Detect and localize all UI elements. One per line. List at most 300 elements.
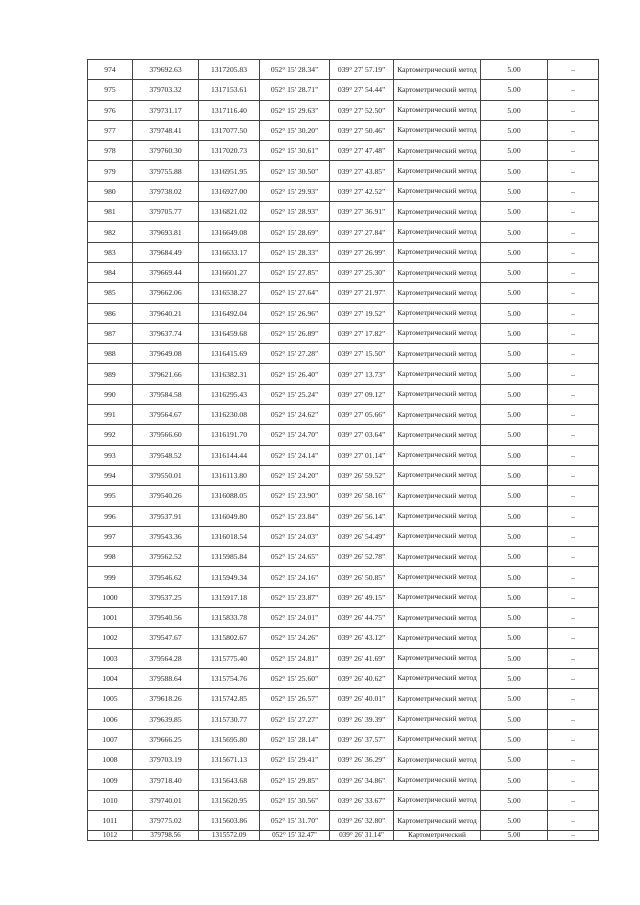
method-cell: Картометрический метод	[394, 526, 481, 546]
method-cell: Картометрический метод	[394, 161, 481, 181]
method-cell: Картометрический метод	[394, 608, 481, 628]
x-coordinate-cell: 379564.67	[133, 405, 199, 425]
latitude-cell: 052° 15' 29.93"	[260, 181, 330, 201]
table-row	[88, 628, 599, 648]
x-coordinate-cell: 379693.81	[133, 222, 199, 242]
x-coordinate-cell: 379548.52	[133, 445, 199, 465]
x-coordinate-cell: 379546.62	[133, 567, 199, 587]
method-cell: Картометрический метод	[394, 283, 481, 303]
latitude-cell: 052° 15' 30.50"	[260, 161, 330, 181]
table-row	[88, 831, 599, 841]
note-cell: –	[548, 587, 599, 607]
x-coordinate-cell: 379798.56	[133, 831, 199, 841]
accuracy-cell: 5.00	[481, 526, 548, 546]
method-cell: Картометрический метод	[394, 465, 481, 485]
note-cell: –	[548, 709, 599, 729]
note-cell: –	[548, 689, 599, 709]
y-coordinate-cell: 1315572.09	[199, 831, 260, 841]
table-row	[88, 668, 599, 688]
accuracy-cell: 5.00	[481, 242, 548, 262]
y-coordinate-cell: 1316415.69	[199, 344, 260, 364]
table-row	[88, 283, 599, 303]
note-cell: –	[548, 364, 599, 384]
accuracy-cell: 5.00	[481, 100, 548, 120]
table-row	[88, 323, 599, 343]
latitude-cell: 052° 15' 24.26"	[260, 628, 330, 648]
y-coordinate-cell: 1316049.80	[199, 506, 260, 526]
accuracy-cell: 5.00	[481, 80, 548, 100]
x-coordinate-cell: 379562.52	[133, 547, 199, 567]
accuracy-cell: 5.00	[481, 60, 548, 80]
x-coordinate-cell: 379637.74	[133, 323, 199, 343]
x-coordinate-cell: 379731.17	[133, 100, 199, 120]
accuracy-cell: 5.00	[481, 750, 548, 770]
accuracy-cell: 5.00	[481, 648, 548, 668]
longitude-cell: 039° 27' 36.91"	[330, 202, 394, 222]
longitude-cell: 039° 27' 13.73"	[330, 364, 394, 384]
latitude-cell: 052° 15' 29.85"	[260, 770, 330, 790]
accuracy-cell: 5.00	[481, 425, 548, 445]
x-coordinate-cell: 379666.25	[133, 729, 199, 749]
accuracy-cell: 5.00	[481, 668, 548, 688]
accuracy-cell: 5.00	[481, 506, 548, 526]
note-cell: –	[548, 344, 599, 364]
longitude-cell: 039° 26' 40.01"	[330, 689, 394, 709]
longitude-cell: 039° 26' 50.85"	[330, 567, 394, 587]
y-coordinate-cell: 1316492.04	[199, 303, 260, 323]
point-number-cell: 1002	[88, 628, 133, 648]
longitude-cell: 039° 26' 59.52"	[330, 465, 394, 485]
accuracy-cell: 5.00	[481, 790, 548, 810]
accuracy-cell: 5.00	[481, 222, 548, 242]
x-coordinate-cell: 379740.01	[133, 790, 199, 810]
longitude-cell: 039° 26' 37.57"	[330, 729, 394, 749]
point-number-cell: 991	[88, 405, 133, 425]
method-cell: Картометрический метод	[394, 709, 481, 729]
point-number-cell: 989	[88, 364, 133, 384]
method-cell: Картометрический метод	[394, 405, 481, 425]
note-cell: –	[548, 425, 599, 445]
latitude-cell: 052° 15' 28.93"	[260, 202, 330, 222]
point-number-cell: 984	[88, 262, 133, 282]
accuracy-cell: 5.00	[481, 567, 548, 587]
method-cell: Картометрический метод	[394, 567, 481, 587]
latitude-cell: 052° 15' 24.62"	[260, 405, 330, 425]
point-number-cell: 1007	[88, 729, 133, 749]
method-cell: Картометрический метод	[394, 750, 481, 770]
table-row	[88, 242, 599, 262]
method-cell: Картометрический метод	[394, 770, 481, 790]
x-coordinate-cell: 379703.19	[133, 750, 199, 770]
method-cell: Картометрический метод	[394, 364, 481, 384]
note-cell: –	[548, 100, 599, 120]
latitude-cell: 052° 15' 30.20"	[260, 120, 330, 140]
y-coordinate-cell: 1316144.44	[199, 445, 260, 465]
table-row	[88, 344, 599, 364]
table-row	[88, 648, 599, 668]
method-cell: Картометрический метод	[394, 323, 481, 343]
table-row	[88, 222, 599, 242]
method-cell: Картометрический	[394, 831, 481, 841]
table-row	[88, 161, 599, 181]
accuracy-cell: 5.00	[481, 689, 548, 709]
table-row	[88, 60, 599, 80]
point-number-cell: 977	[88, 120, 133, 140]
accuracy-cell: 5.00	[481, 709, 548, 729]
coordinates-table-body	[88, 60, 599, 841]
point-number-cell: 1000	[88, 587, 133, 607]
method-cell: Картометрический метод	[394, 729, 481, 749]
method-cell: Картометрический метод	[394, 547, 481, 567]
table-row	[88, 729, 599, 749]
x-coordinate-cell: 379566.60	[133, 425, 199, 445]
table-row	[88, 425, 599, 445]
note-cell: –	[548, 465, 599, 485]
point-number-cell: 982	[88, 222, 133, 242]
method-cell: Картометрический метод	[394, 506, 481, 526]
x-coordinate-cell: 379705.77	[133, 202, 199, 222]
method-cell: Картометрический метод	[394, 120, 481, 140]
accuracy-cell: 5.00	[481, 547, 548, 567]
latitude-cell: 052° 15' 32.47"	[260, 831, 330, 841]
point-number-cell: 988	[88, 344, 133, 364]
method-cell: Картометрический метод	[394, 384, 481, 404]
note-cell: –	[548, 790, 599, 810]
method-cell: Картометрический метод	[394, 344, 481, 364]
table-row	[88, 141, 599, 161]
longitude-cell: 039° 27' 21.97"	[330, 283, 394, 303]
y-coordinate-cell: 1316382.31	[199, 364, 260, 384]
x-coordinate-cell: 379775.02	[133, 810, 199, 830]
method-cell: Картометрический метод	[394, 668, 481, 688]
note-cell: –	[548, 648, 599, 668]
latitude-cell: 052° 15' 24.01"	[260, 608, 330, 628]
y-coordinate-cell: 1315742.85	[199, 689, 260, 709]
point-number-cell: 1001	[88, 608, 133, 628]
x-coordinate-cell: 379621.66	[133, 364, 199, 384]
note-cell: –	[548, 80, 599, 100]
table-row	[88, 770, 599, 790]
y-coordinate-cell: 1317020.73	[199, 141, 260, 161]
accuracy-cell: 5.00	[481, 141, 548, 161]
y-coordinate-cell: 1316018.54	[199, 526, 260, 546]
x-coordinate-cell: 379588.64	[133, 668, 199, 688]
point-number-cell: 996	[88, 506, 133, 526]
latitude-cell: 052° 15' 28.34"	[260, 60, 330, 80]
point-number-cell: 974	[88, 60, 133, 80]
longitude-cell: 039° 27' 52.50"	[330, 100, 394, 120]
x-coordinate-cell: 379540.26	[133, 486, 199, 506]
latitude-cell: 052° 15' 24.16"	[260, 567, 330, 587]
note-cell: –	[548, 283, 599, 303]
longitude-cell: 039° 26' 41.69"	[330, 648, 394, 668]
y-coordinate-cell: 1315643.68	[199, 770, 260, 790]
method-cell: Картометрический метод	[394, 445, 481, 465]
accuracy-cell: 5.00	[481, 770, 548, 790]
latitude-cell: 052° 15' 28.33"	[260, 242, 330, 262]
latitude-cell: 052° 15' 26.96"	[260, 303, 330, 323]
longitude-cell: 039° 26' 39.39"	[330, 709, 394, 729]
longitude-cell: 039° 27' 27.84"	[330, 222, 394, 242]
point-number-cell: 985	[88, 283, 133, 303]
method-cell: Картометрический метод	[394, 181, 481, 201]
y-coordinate-cell: 1315949.34	[199, 567, 260, 587]
note-cell: –	[548, 608, 599, 628]
method-cell: Картометрический метод	[394, 100, 481, 120]
longitude-cell: 039° 26' 34.86"	[330, 770, 394, 790]
longitude-cell: 039° 27' 57.19"	[330, 60, 394, 80]
point-number-cell: 986	[88, 303, 133, 323]
point-number-cell: 981	[88, 202, 133, 222]
method-cell: Картометрический метод	[394, 689, 481, 709]
y-coordinate-cell: 1316459.68	[199, 323, 260, 343]
table-row	[88, 810, 599, 830]
method-cell: Картометрический метод	[394, 810, 481, 830]
longitude-cell: 039° 27' 17.82"	[330, 323, 394, 343]
longitude-cell: 039° 26' 40.62"	[330, 668, 394, 688]
x-coordinate-cell: 379718.40	[133, 770, 199, 790]
point-number-cell: 1005	[88, 689, 133, 709]
y-coordinate-cell: 1316821.02	[199, 202, 260, 222]
table-row	[88, 567, 599, 587]
method-cell: Картометрический метод	[394, 60, 481, 80]
y-coordinate-cell: 1316113.80	[199, 465, 260, 485]
table-row	[88, 608, 599, 628]
accuracy-cell: 5.00	[481, 445, 548, 465]
y-coordinate-cell: 1316633.17	[199, 242, 260, 262]
latitude-cell: 052° 15' 29.41"	[260, 750, 330, 770]
point-number-cell: 1003	[88, 648, 133, 668]
y-coordinate-cell: 1315833.78	[199, 608, 260, 628]
note-cell: –	[548, 262, 599, 282]
table-row	[88, 506, 599, 526]
accuracy-cell: 5.00	[481, 181, 548, 201]
y-coordinate-cell: 1315603.86	[199, 810, 260, 830]
accuracy-cell: 5.00	[481, 628, 548, 648]
table-row	[88, 120, 599, 140]
note-cell: –	[548, 405, 599, 425]
x-coordinate-cell: 379537.91	[133, 506, 199, 526]
point-number-cell: 987	[88, 323, 133, 343]
note-cell: –	[548, 567, 599, 587]
latitude-cell: 052° 15' 26.89"	[260, 323, 330, 343]
accuracy-cell: 5.00	[481, 303, 548, 323]
accuracy-cell: 5.00	[481, 202, 548, 222]
note-cell: –	[548, 181, 599, 201]
latitude-cell: 052° 15' 27.28"	[260, 344, 330, 364]
y-coordinate-cell: 1315985.84	[199, 547, 260, 567]
note-cell: –	[548, 384, 599, 404]
point-number-cell: 975	[88, 80, 133, 100]
table-row	[88, 202, 599, 222]
point-number-cell: 976	[88, 100, 133, 120]
table-row	[88, 405, 599, 425]
latitude-cell: 052° 15' 25.24"	[260, 384, 330, 404]
table-row	[88, 526, 599, 546]
table-row	[88, 547, 599, 567]
point-number-cell: 1010	[88, 790, 133, 810]
y-coordinate-cell: 1315730.77	[199, 709, 260, 729]
note-cell: –	[548, 729, 599, 749]
method-cell: Картометрический метод	[394, 628, 481, 648]
latitude-cell: 052° 15' 23.87"	[260, 587, 330, 607]
longitude-cell: 039° 26' 32.80"	[330, 810, 394, 830]
note-cell: –	[548, 506, 599, 526]
note-cell: –	[548, 222, 599, 242]
point-number-cell: 979	[88, 161, 133, 181]
point-number-cell: 1004	[88, 668, 133, 688]
latitude-cell: 052° 15' 24.70"	[260, 425, 330, 445]
point-number-cell: 992	[88, 425, 133, 445]
accuracy-cell: 5.00	[481, 262, 548, 282]
method-cell: Картометрический метод	[394, 486, 481, 506]
latitude-cell: 052° 15' 27.64"	[260, 283, 330, 303]
latitude-cell: 052° 15' 24.81"	[260, 648, 330, 668]
latitude-cell: 052° 15' 23.84"	[260, 506, 330, 526]
y-coordinate-cell: 1315775.40	[199, 648, 260, 668]
table-row	[88, 364, 599, 384]
longitude-cell: 039° 26' 56.14"	[330, 506, 394, 526]
method-cell: Картометрический метод	[394, 587, 481, 607]
table-row	[88, 384, 599, 404]
x-coordinate-cell: 379540.56	[133, 608, 199, 628]
accuracy-cell: 5.00	[481, 161, 548, 181]
note-cell: –	[548, 750, 599, 770]
point-number-cell: 999	[88, 567, 133, 587]
y-coordinate-cell: 1317205.83	[199, 60, 260, 80]
y-coordinate-cell: 1315917.18	[199, 587, 260, 607]
y-coordinate-cell: 1315620.95	[199, 790, 260, 810]
latitude-cell: 052° 15' 26.40"	[260, 364, 330, 384]
x-coordinate-cell: 379639.85	[133, 709, 199, 729]
method-cell: Картометрический метод	[394, 303, 481, 323]
note-cell: –	[548, 445, 599, 465]
point-number-cell: 990	[88, 384, 133, 404]
y-coordinate-cell: 1315695.80	[199, 729, 260, 749]
note-cell: –	[548, 60, 599, 80]
note-cell: –	[548, 120, 599, 140]
method-cell: Картометрический метод	[394, 648, 481, 668]
x-coordinate-cell: 379584.58	[133, 384, 199, 404]
longitude-cell: 039° 27' 50.46"	[330, 120, 394, 140]
longitude-cell: 039° 27' 43.85"	[330, 161, 394, 181]
x-coordinate-cell: 379547.67	[133, 628, 199, 648]
y-coordinate-cell: 1316230.08	[199, 405, 260, 425]
table-row	[88, 262, 599, 282]
latitude-cell: 052° 15' 31.70"	[260, 810, 330, 830]
method-cell: Картометрический метод	[394, 222, 481, 242]
longitude-cell: 039° 26' 44.75"	[330, 608, 394, 628]
note-cell: –	[548, 668, 599, 688]
note-cell: –	[548, 547, 599, 567]
y-coordinate-cell: 1316649.08	[199, 222, 260, 242]
x-coordinate-cell: 379755.88	[133, 161, 199, 181]
table-row	[88, 790, 599, 810]
longitude-cell: 039° 27' 19.52"	[330, 303, 394, 323]
x-coordinate-cell: 379669.44	[133, 262, 199, 282]
x-coordinate-cell: 379649.08	[133, 344, 199, 364]
longitude-cell: 039° 27' 26.99"	[330, 242, 394, 262]
x-coordinate-cell: 379550.01	[133, 465, 199, 485]
x-coordinate-cell: 379684.49	[133, 242, 199, 262]
table-row	[88, 465, 599, 485]
latitude-cell: 052° 15' 24.65"	[260, 547, 330, 567]
method-cell: Картометрический метод	[394, 790, 481, 810]
coordinates-table	[87, 59, 599, 841]
note-cell: –	[548, 628, 599, 648]
note-cell: –	[548, 323, 599, 343]
x-coordinate-cell: 379640.21	[133, 303, 199, 323]
point-number-cell: 1008	[88, 750, 133, 770]
y-coordinate-cell: 1317153.61	[199, 80, 260, 100]
note-cell: –	[548, 161, 599, 181]
point-number-cell: 980	[88, 181, 133, 201]
x-coordinate-cell: 379748.41	[133, 120, 199, 140]
y-coordinate-cell: 1316538.27	[199, 283, 260, 303]
method-cell: Картометрический метод	[394, 141, 481, 161]
x-coordinate-cell: 379662.06	[133, 283, 199, 303]
point-number-cell: 983	[88, 242, 133, 262]
latitude-cell: 052° 15' 26.57"	[260, 689, 330, 709]
point-number-cell: 997	[88, 526, 133, 546]
latitude-cell: 052° 15' 24.20"	[260, 465, 330, 485]
longitude-cell: 039° 27' 03.64"	[330, 425, 394, 445]
y-coordinate-cell: 1315671.13	[199, 750, 260, 770]
accuracy-cell: 5.00	[481, 831, 548, 841]
longitude-cell: 039° 27' 25.30"	[330, 262, 394, 282]
note-cell: –	[548, 141, 599, 161]
table-row	[88, 303, 599, 323]
accuracy-cell: 5.00	[481, 405, 548, 425]
table-row	[88, 689, 599, 709]
table-row	[88, 445, 599, 465]
accuracy-cell: 5.00	[481, 587, 548, 607]
accuracy-cell: 5.00	[481, 384, 548, 404]
longitude-cell: 039° 26' 33.67"	[330, 790, 394, 810]
latitude-cell: 052° 15' 29.63"	[260, 100, 330, 120]
longitude-cell: 039° 27' 15.50"	[330, 344, 394, 364]
latitude-cell: 052° 15' 28.14"	[260, 729, 330, 749]
latitude-cell: 052° 15' 27.27"	[260, 709, 330, 729]
longitude-cell: 039° 27' 09.12"	[330, 384, 394, 404]
x-coordinate-cell: 379543.36	[133, 526, 199, 546]
table-row	[88, 709, 599, 729]
point-number-cell: 994	[88, 465, 133, 485]
note-cell: –	[548, 202, 599, 222]
accuracy-cell: 5.00	[481, 465, 548, 485]
note-cell: –	[548, 810, 599, 830]
note-cell: –	[548, 770, 599, 790]
point-number-cell: 1012	[88, 831, 133, 841]
accuracy-cell: 5.00	[481, 120, 548, 140]
accuracy-cell: 5.00	[481, 608, 548, 628]
latitude-cell: 052° 15' 28.69"	[260, 222, 330, 242]
table-row	[88, 100, 599, 120]
y-coordinate-cell: 1316088.05	[199, 486, 260, 506]
x-coordinate-cell: 379760.30	[133, 141, 199, 161]
latitude-cell: 052° 15' 23.90"	[260, 486, 330, 506]
longitude-cell: 039° 26' 52.78"	[330, 547, 394, 567]
longitude-cell: 039° 26' 36.29"	[330, 750, 394, 770]
accuracy-cell: 5.00	[481, 323, 548, 343]
latitude-cell: 052° 15' 30.56"	[260, 790, 330, 810]
latitude-cell: 052° 15' 25.60"	[260, 668, 330, 688]
accuracy-cell: 5.00	[481, 486, 548, 506]
table-row	[88, 181, 599, 201]
accuracy-cell: 5.00	[481, 729, 548, 749]
x-coordinate-cell: 379692.63	[133, 60, 199, 80]
point-number-cell: 978	[88, 141, 133, 161]
